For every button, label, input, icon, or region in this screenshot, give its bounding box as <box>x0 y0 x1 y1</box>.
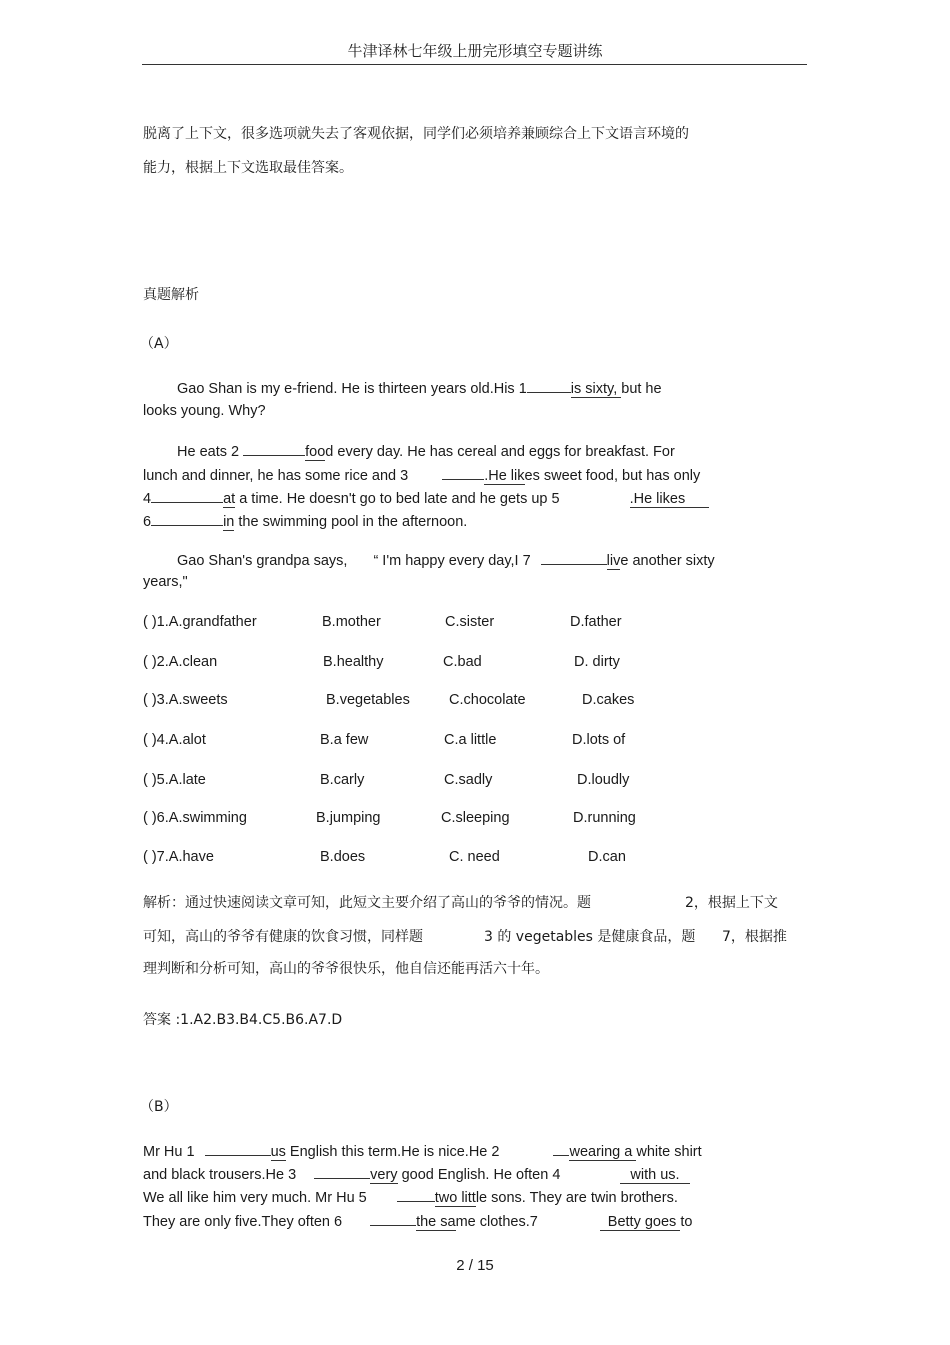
option-b: B.vegetables <box>326 692 410 708</box>
passage-a-line-4 <box>143 466 700 484</box>
part-a-label: （A） <box>140 336 178 352</box>
passage-text: They are only five.They often 6 <box>143 1214 343 1230</box>
blank-2-tail: foo <box>305 444 326 460</box>
option-c: C.sleeping <box>441 810 510 826</box>
passage-b-line-4 <box>143 1212 692 1230</box>
passage-a-line-7 <box>177 551 715 569</box>
option-d: D.father <box>570 614 622 630</box>
passage-text: good English. He often 4 <box>397 1167 561 1183</box>
passage-b-line-2 <box>143 1165 690 1183</box>
question-stem: ( )1.A.grandfather <box>143 614 257 630</box>
option-b: B.a few <box>320 732 369 748</box>
intro-line-1: 脱离了上下文，很多选项就失去了客观依据，同学们必须培养兼顾综合上下文语言环境的 <box>143 126 689 142</box>
passage-text: We all like him very much. Mr Hu 5 <box>143 1190 367 1206</box>
blank-b1-tail: us <box>270 1144 286 1160</box>
page-header-title: 牛津译林七年级上册完形填空专题讲练 <box>347 42 603 60</box>
option-c: C.chocolate <box>449 692 526 708</box>
answer-key: 答案 :1.A2.B3.B4.C5.B6.A7.D <box>143 1012 343 1028</box>
option-c: C.bad <box>443 654 482 670</box>
question-stem: ( )6.A.swimming <box>143 810 247 826</box>
blank-4-tail: at <box>223 491 236 507</box>
intro-line-2: 能力，根据上下文选取最佳答案。 <box>143 160 353 176</box>
blank-b1 <box>205 1142 271 1156</box>
option-d: D.loudly <box>577 772 630 788</box>
analysis-line-2b: 3 的 vegetables 是健康食品，题 <box>484 929 696 945</box>
analysis-line-2c: 7，根据推 <box>722 929 787 945</box>
analysis-line-1a: 解析：通过快速阅读文章可知，此短文主要介绍了高山的爷爷的情况。题 <box>143 895 591 911</box>
blank-b5-tail: two litt <box>434 1190 476 1206</box>
passage-text: d every day. He has cereal and eggs for breakfast. For <box>325 444 675 460</box>
blank-5-tail: .He likes <box>630 491 710 508</box>
passage-text: the swimming pool in the afternoon. <box>234 514 468 530</box>
blank-b2-tail: wearing a <box>569 1144 637 1160</box>
question-stem: ( )7.A.have <box>143 849 214 865</box>
passage-a-line-3 <box>177 442 675 460</box>
option-b: B.healthy <box>323 654 384 670</box>
blank-7 <box>541 551 607 565</box>
passage-text: Mr Hu 1 <box>143 1144 195 1160</box>
passage-a-line-5 <box>143 489 709 507</box>
option-c: C.a little <box>444 732 497 748</box>
passage-text: to <box>680 1214 693 1230</box>
question-stem: ( )2.A.clean <box>143 654 218 670</box>
option-d: D.running <box>573 810 636 826</box>
passage-b-line-3 <box>143 1188 678 1206</box>
blank-7-tail: liv <box>606 553 621 569</box>
blank-6-tail: in <box>223 514 235 530</box>
blank-b4: with us. <box>620 1167 689 1184</box>
option-b: B.mother <box>322 614 381 630</box>
passage-b-line-1 <box>143 1142 702 1160</box>
passage-a-line-2: looks young. Why? <box>143 403 266 419</box>
blank-4 <box>151 489 223 503</box>
passage-text: but he <box>621 381 662 397</box>
passage-text: a time. He doesn't go to bed late and he gets up 5 <box>235 491 560 507</box>
blank-3-tail: .He lik <box>484 468 525 484</box>
blank-b6 <box>370 1212 416 1226</box>
passage-text: es sweet food, but has only <box>524 468 701 484</box>
passage-text: white shirt <box>636 1144 702 1160</box>
option-b: B.jumping <box>316 810 381 826</box>
passage-a-line-1 <box>177 379 662 397</box>
passage-text: Gao Shan's grandpa says, <box>177 553 348 569</box>
blank-b5 <box>397 1188 435 1202</box>
passage-text: lunch and dinner, he has some rice and 3 <box>143 468 409 484</box>
option-b: B.does <box>320 849 366 865</box>
passage-text: me clothes.7 <box>455 1214 538 1230</box>
analysis-line-3: 理判断和分析可知，高山的爷爷很快乐，他自信还能再活六十年。 <box>143 961 549 977</box>
passage-text: English this term.He is nice.He 2 <box>285 1144 500 1160</box>
option-d: D. dirty <box>574 654 620 670</box>
option-c: C.sister <box>445 614 495 630</box>
blank-b3-tail: very <box>370 1167 398 1183</box>
part-b-label: （B） <box>140 1099 178 1115</box>
passage-a-line-6 <box>143 512 467 530</box>
blank-b3 <box>314 1165 370 1179</box>
question-stem: ( )4.A.alot <box>143 732 206 748</box>
option-d: D.can <box>588 849 626 865</box>
passage-text: e another sixty <box>620 553 715 569</box>
passage-text: 6 <box>143 514 152 530</box>
analysis-line-2a: 可知，高山的爷爷有健康的饮食习惯，同样题 <box>143 929 423 945</box>
passage-text: He eats 2 <box>177 444 240 460</box>
blank-6 <box>151 512 223 526</box>
passage-text: 4 <box>143 491 152 507</box>
option-c: C.sadly <box>444 772 493 788</box>
blank-1 <box>527 379 571 393</box>
blank-b7: Betty goes <box>600 1214 681 1231</box>
section-heading: 真题解析 <box>143 287 199 303</box>
passage-text: and black trousers.He 3 <box>143 1167 297 1183</box>
page-number: 2 / 15 <box>456 1257 494 1274</box>
option-d: D.lots of <box>572 732 626 748</box>
option-b: B.carly <box>320 772 365 788</box>
blank-1-tail: is sixty, <box>570 381 622 397</box>
header-divider <box>142 64 807 65</box>
passage-a-line-8: years," <box>143 574 188 590</box>
passage-text: Gao Shan is my e-friend. He is thirteen years old.His 1 <box>177 381 527 397</box>
analysis-line-1b: 2，根据上下文 <box>685 895 778 911</box>
blank-b2 <box>553 1142 569 1156</box>
passage-text: le sons. They are twin brothers. <box>475 1190 678 1206</box>
option-c: C. need <box>449 849 500 865</box>
question-stem: ( )5.A.late <box>143 772 206 788</box>
option-d: D.cakes <box>582 692 635 708</box>
blank-3 <box>442 466 484 480</box>
passage-text: “ I'm happy every day,I 7 <box>373 553 531 569</box>
blank-2 <box>243 442 305 456</box>
blank-b6-tail: the sa <box>416 1214 456 1230</box>
question-stem: ( )3.A.sweets <box>143 692 228 708</box>
